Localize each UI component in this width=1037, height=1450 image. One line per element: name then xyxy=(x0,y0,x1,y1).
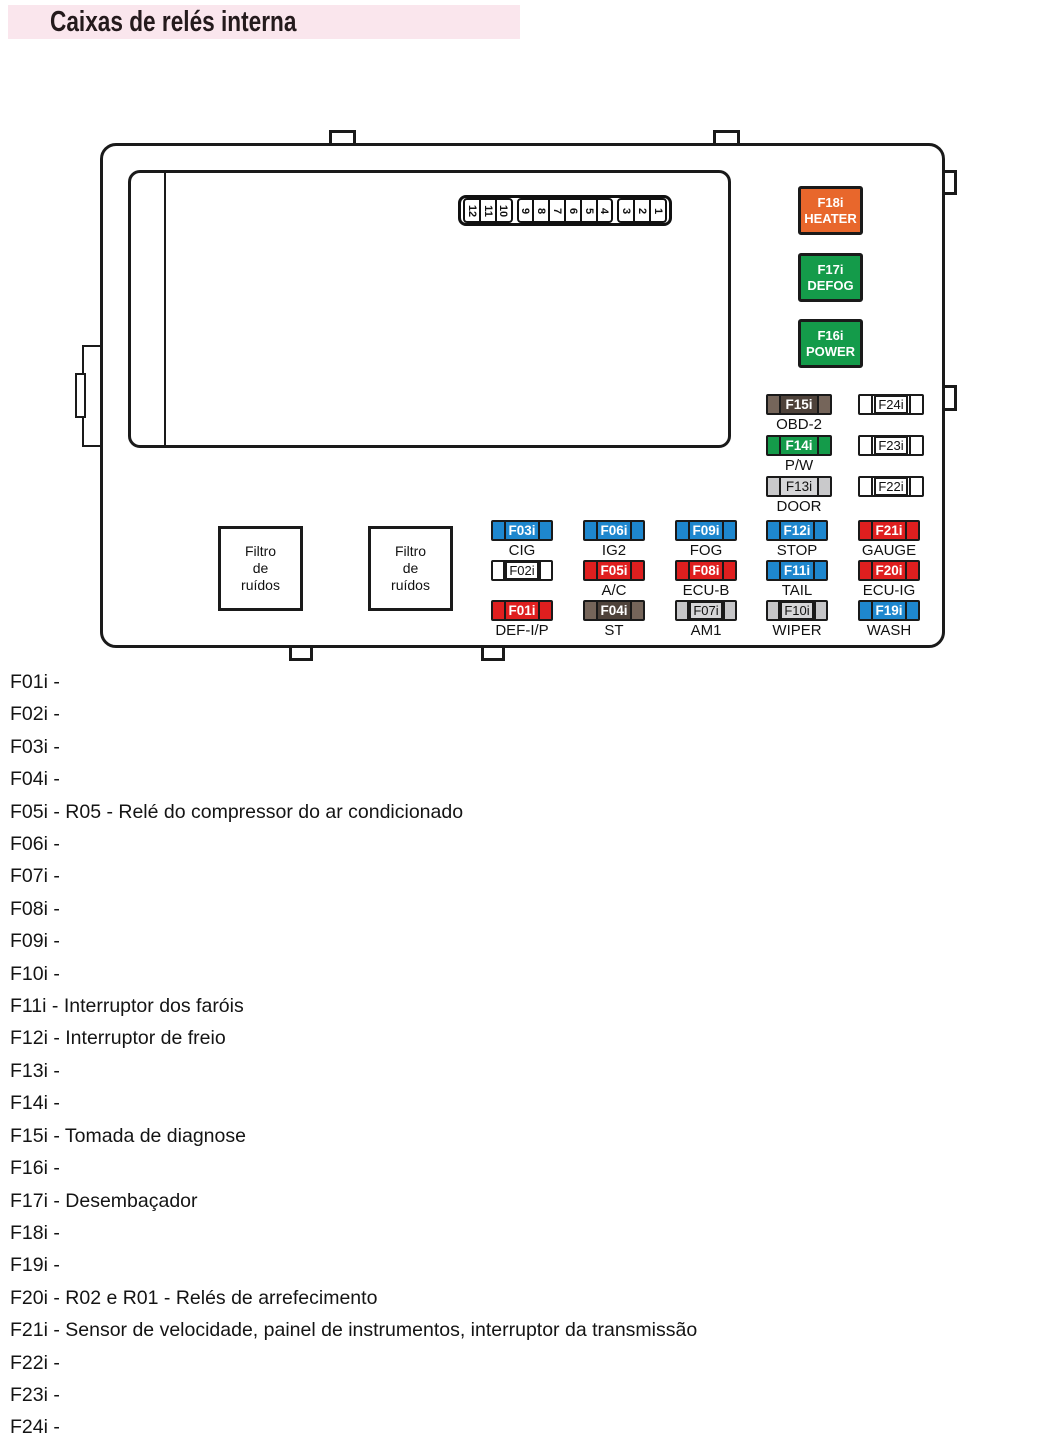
fuse-f20i xyxy=(858,560,920,581)
pin-9: 9 xyxy=(519,207,532,214)
fuse-f21i xyxy=(858,520,920,541)
fuse-f01i xyxy=(491,600,553,621)
fuse-label: TAIL xyxy=(781,582,813,599)
fuse-f18i xyxy=(798,186,863,235)
fuse-id: F16i xyxy=(817,327,844,343)
legend-line-f04i: F04i - xyxy=(10,768,60,791)
fuse-segment xyxy=(585,562,598,579)
legend-line-f18i: F18i - xyxy=(10,1221,60,1244)
fuse-segment xyxy=(768,522,781,539)
fuse-id: F24i xyxy=(874,395,907,414)
legend-line-f13i: F13i - xyxy=(10,1059,60,1082)
fuse-id: F03i xyxy=(508,523,536,538)
fuse-label: AM1 xyxy=(690,622,722,639)
fuse-unit-f10i xyxy=(766,600,828,639)
fuse-label: ECU-B xyxy=(682,582,730,599)
fuse-segment xyxy=(677,602,689,619)
fuse-label: ST xyxy=(604,622,624,639)
legend-line-f24i: F24i - xyxy=(10,1416,60,1439)
fuse-f02i xyxy=(491,560,553,581)
fuse-id: F21i xyxy=(875,523,903,538)
fuse-unit-f08i xyxy=(675,560,737,599)
fuse-f06i xyxy=(583,520,645,541)
fuse-segment xyxy=(493,562,505,579)
pin-group xyxy=(517,198,614,223)
fuse-segment xyxy=(813,522,826,539)
legend-line-f14i: F14i - xyxy=(10,1092,60,1115)
pin-12: 12 xyxy=(465,204,478,217)
inner-panel-divider xyxy=(164,173,166,445)
connector-pin-strip xyxy=(458,195,672,226)
legend-line-f01i: F01i - xyxy=(10,671,60,693)
fuse-unit-f01i xyxy=(491,600,553,639)
fuse-label: ECU-IG xyxy=(862,582,916,599)
pin-2: 2 xyxy=(633,200,649,221)
fuse-unit-f06i xyxy=(583,520,645,559)
fuse-segment xyxy=(722,522,735,539)
fuse-id: F14i xyxy=(785,438,813,453)
fuse-label: IG2 xyxy=(601,542,627,559)
left-connector-inner xyxy=(75,373,86,418)
pin-11: 11 xyxy=(479,200,495,221)
fuse-f05i xyxy=(583,560,645,581)
fuse-label: DOOR xyxy=(776,498,822,515)
pin-5: 5 xyxy=(580,200,596,221)
fuse-unit-f19i xyxy=(858,600,920,639)
pin-10: 10 xyxy=(495,200,511,221)
fuse-f13i xyxy=(766,476,832,497)
fuse-segment xyxy=(677,562,690,579)
fuse-unit-f03i xyxy=(491,520,553,559)
fuse-function: HEATER xyxy=(804,210,857,226)
legend-line-f15i: F15i - Tomada de diagnose xyxy=(10,1124,246,1147)
pin-1: 1 xyxy=(649,200,665,221)
legend-line-f07i: F07i - xyxy=(10,865,60,888)
fuse-label: WIPER xyxy=(772,622,822,639)
legend-line-f21i: F21i - Sensor de velocidade, painel de instrumentos, interruptor da transmissão xyxy=(10,1319,698,1342)
fuse-unit-f14i xyxy=(766,435,832,474)
fuse-segment xyxy=(630,522,643,539)
fuse-label: CIG xyxy=(508,542,536,559)
noise-filter-box-1: Filtro de ruídos xyxy=(218,526,303,611)
fuse-f03i xyxy=(491,520,553,541)
fuse-legend xyxy=(10,666,697,1444)
fuse-segment xyxy=(630,602,643,619)
fuse-unit-f12i xyxy=(766,520,828,559)
fuse-f14i xyxy=(766,435,832,456)
fuse-segment xyxy=(493,522,506,539)
fuse-id: F11i xyxy=(783,563,811,578)
pin-4: 4 xyxy=(596,200,612,221)
fuse-segment xyxy=(860,396,873,413)
fuse-segment xyxy=(860,522,873,539)
fuse-label: DEF-I/P xyxy=(495,622,549,639)
fuse-unit-f23i xyxy=(858,435,924,456)
fuse-unit-f22i xyxy=(858,476,924,497)
legend-line-f16i: F16i - xyxy=(10,1157,60,1180)
fuse-segment xyxy=(768,562,781,579)
pin-group xyxy=(463,198,513,223)
fuse-segment xyxy=(909,478,922,495)
legend-line-f12i: F12i - Interruptor de freio xyxy=(10,1027,226,1050)
fuse-id: F04i xyxy=(600,603,628,618)
fuse-f22i xyxy=(858,476,924,497)
fuse-segment xyxy=(538,522,551,539)
fuse-label: GAUGE xyxy=(861,542,917,559)
fuse-segment xyxy=(817,478,830,495)
legend-line-f10i: F10i - xyxy=(10,962,60,985)
fuse-unit-f09i xyxy=(675,520,737,559)
fuse-segment xyxy=(860,562,873,579)
legend-line-f22i: F22i - xyxy=(10,1351,60,1374)
fuse-segment xyxy=(860,478,873,495)
fuse-segment xyxy=(538,602,551,619)
fuse-label: WASH xyxy=(866,622,912,639)
fuse-id: F07i xyxy=(689,601,722,620)
fuse-segment xyxy=(909,437,922,454)
legend-line-f03i: F03i - xyxy=(10,735,60,758)
fuse-f10i xyxy=(766,600,828,621)
legend-line-f19i: F19i - xyxy=(10,1254,60,1277)
legend-line-f08i: F08i - xyxy=(10,897,60,920)
fuse-segment xyxy=(493,602,506,619)
pin-7: 7 xyxy=(548,200,564,221)
legend-line-f05i: F05i - R05 - Relé do compressor do ar condicionado xyxy=(10,800,464,823)
noise-filter-box-2: Filtro de ruídos xyxy=(368,526,453,611)
fuse-label: OBD-2 xyxy=(776,416,822,433)
fuse-f07i xyxy=(675,600,737,621)
fuse-f09i xyxy=(675,520,737,541)
pin-6: 6 xyxy=(564,200,580,221)
fuse-f19i xyxy=(858,600,920,621)
fuse-id: F09i xyxy=(692,523,720,538)
fuse-box-outline xyxy=(100,143,945,648)
fuse-id: F12i xyxy=(783,523,811,538)
fuse-id: F17i xyxy=(817,261,844,277)
fuse-segment xyxy=(768,396,781,413)
pin-3: 3 xyxy=(620,207,633,214)
fuse-f04i xyxy=(583,600,645,621)
fuse-id: F10i xyxy=(780,601,813,620)
fuse-label: FOG xyxy=(689,542,723,559)
title-bar xyxy=(8,5,520,39)
fuse-segment xyxy=(723,602,735,619)
legend-line-f23i: F23i - xyxy=(10,1383,60,1406)
fuse-label: A/C xyxy=(601,582,627,599)
fuse-unit-f07i xyxy=(675,600,737,639)
fuse-unit-f21i xyxy=(858,520,920,559)
fuse-segment xyxy=(630,562,643,579)
fuse-f12i xyxy=(766,520,828,541)
fuse-unit-f20i xyxy=(858,560,920,599)
fuse-f24i xyxy=(858,394,924,415)
fuse-id: F06i xyxy=(600,523,628,538)
fuse-segment xyxy=(860,602,873,619)
fuse-f08i xyxy=(675,560,737,581)
fuse-segment xyxy=(905,522,918,539)
fuse-id: F23i xyxy=(874,436,907,455)
fuse-unit-f15i xyxy=(766,394,832,433)
fuse-unit-f05i xyxy=(583,560,645,599)
fuse-id: F01i xyxy=(508,603,536,618)
fuse-segment xyxy=(814,602,826,619)
legend-line-f17i: F17i - Desembaçador xyxy=(10,1189,198,1212)
fuse-f11i xyxy=(766,560,828,581)
fuse-f23i xyxy=(858,435,924,456)
fuse-unit-f02i xyxy=(491,560,553,583)
fuse-segment xyxy=(909,396,922,413)
fuse-segment xyxy=(813,562,826,579)
fuse-segment xyxy=(677,522,690,539)
fuse-unit-f24i xyxy=(858,394,924,415)
fuse-f17i xyxy=(798,253,863,302)
fuse-id: F05i xyxy=(600,563,628,578)
fuse-label: STOP xyxy=(776,542,818,559)
fuse-id: F18i xyxy=(817,194,844,210)
fuse-f15i xyxy=(766,394,832,415)
fuse-segment xyxy=(539,562,551,579)
fuse-label: P/W xyxy=(784,457,814,474)
fuse-segment xyxy=(817,396,830,413)
pin-group xyxy=(617,198,667,223)
fuse-function: POWER xyxy=(805,343,856,359)
fuse-id: F19i xyxy=(875,603,903,618)
fuse-segment xyxy=(905,562,918,579)
pin-8: 8 xyxy=(532,200,548,221)
fuse-segment xyxy=(905,602,918,619)
fuse-segment xyxy=(585,522,598,539)
fuse-unit-f11i xyxy=(766,560,828,599)
fuse-segment xyxy=(722,562,735,579)
fuse-id: F20i xyxy=(875,563,903,578)
fuse-id: F02i xyxy=(505,561,538,580)
legend-line-f20i: F20i - R02 e R01 - Relés de arrefecimento xyxy=(10,1286,378,1309)
fuse-unit-f13i xyxy=(766,476,832,515)
fuse-segment xyxy=(817,437,830,454)
fuse-id: F15i xyxy=(785,397,813,412)
fuse-segment xyxy=(585,602,598,619)
fuse-id: F22i xyxy=(874,477,907,496)
fuse-id: F08i xyxy=(692,563,720,578)
fuse-segment xyxy=(768,602,780,619)
fuse-segment xyxy=(768,478,781,495)
fuse-segment xyxy=(768,437,781,454)
fuse-id: F13i xyxy=(785,479,813,494)
page-title: Caixas de relés interna xyxy=(50,6,297,38)
legend-line-f09i: F09i - xyxy=(10,930,60,953)
fuse-unit-f04i xyxy=(583,600,645,639)
legend-line-f11i: F11i - Interruptor dos faróis xyxy=(10,995,244,1018)
legend-line-f02i: F02i - xyxy=(10,703,60,726)
fuse-segment xyxy=(860,437,873,454)
fuse-function: DEFOG xyxy=(807,277,854,293)
legend-line-f06i: F06i - xyxy=(10,833,60,856)
fuse-f16i xyxy=(798,319,863,368)
